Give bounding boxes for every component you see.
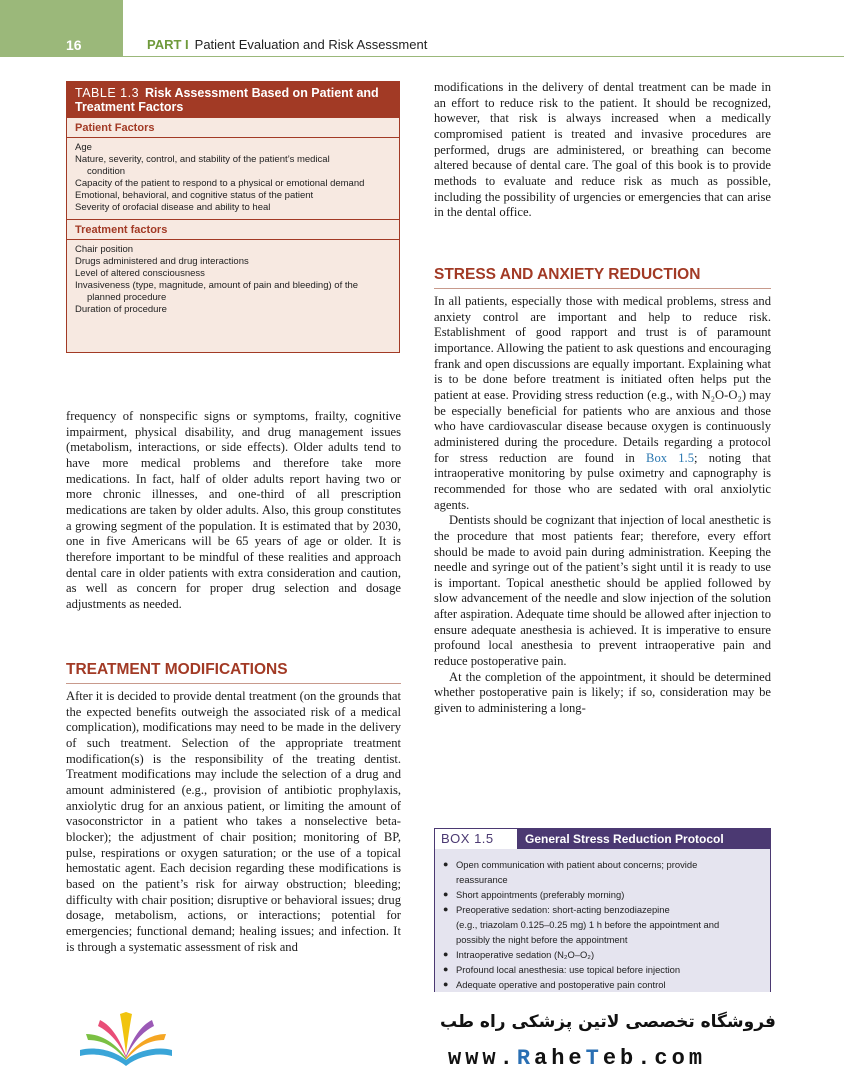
bullet-icon: ● [443,964,449,974]
table-row: Chair position [75,244,134,255]
box-1-5 [434,828,771,993]
part-title: Patient Evaluation and Risk Assessment [194,37,428,52]
book-logo-icon [76,1010,176,1068]
body-paragraph: frequency of nonspecific signs or symptoms, frailty, cognitive impairment, physical disability, and drug management issues (metabolism, interactions, or side effects). Older adults tend to have more medical problems and therefore take more medications. In fact, half of older adults report having two or more chronic illnesses, and one-third of all prescription medications are taken by older adults. Also, this group constitutes a growing segment of the population. It is estimated that by 2030, one in five Americans will be 65 years of age or older. It is therefore important to be mindful of these realities and approach dental care in older patients with extra consideration and caution, as well as concern for proper drug selection and dosage adjustments as needed. [66,409,401,611]
list-item-text: (e.g., triazolam 0.125–0.25 mg) 1 h before the appointment and [456,919,720,930]
table-number: TABLE 1.3 [75,86,140,100]
shop-name: فروشگاه تخصصی لاتین پزشکی راه طب [440,1012,776,1032]
right-column-paras [434,294,771,717]
table-row: Age [75,142,92,153]
body-text: ; noting that intraoperative monitoring by pulse oximetry and capnography is recommended for those who are sedated with oral anxiolytic agents. [434,450,771,512]
list-item-text: Adequate operative and postoperative pain control [456,979,666,990]
table-section-treatment: Treatment factors [67,219,399,240]
table-row: condition [87,166,126,177]
heading-treatment-modifications: TREATMENT MODIFICATIONS [66,661,288,678]
page-number: 16 [66,37,82,53]
header-rule [123,56,844,57]
list-item [443,932,762,947]
list-item [443,902,762,917]
bullet-icon: ● [443,949,449,959]
bullet-icon: ● [443,904,449,914]
list-item-text: Open communication with patient about concerns; provide [456,859,698,870]
table-row: Invasiveness (type, magnitude, amount of pain and bleeding) of the [75,280,359,291]
list-item-text: reassurance [456,874,508,885]
body-paragraph: modifications in the delivery of dental treatment can be made in an effort to reduce risk to the patient. It should be recognized, however, that risk is always increased when a medically compromised patient is treated and invasive procedures are performed, drugs are administered, or breathing can become altered because of dental care. The goal of this book is to provide methods to evaluate and reduce risk as much as possible, including the possibility of urgencies or emergencies that can arise in the dental office. [434,80,771,220]
table-1-3 [66,81,400,353]
heading-rule [66,683,401,684]
right-column-para-1 [434,80,771,221]
box-header [435,829,770,849]
list-item [443,947,762,962]
list-item [443,917,762,932]
table-row: Drugs administered and drug interactions [75,256,249,267]
box-list [435,849,770,992]
body-paragraph: At the completion of the appointment, it should be determined whether postoperative pain is likely; if so, consideration may be given to administering a long- [434,669,771,716]
list-item [443,962,762,977]
url-part: eb.com [602,1046,707,1071]
list-item-text: Preoperative sedation: short-acting benzodiazepine [456,904,670,915]
table-header [67,82,399,118]
url-part: ahe [534,1046,586,1071]
table-row: Severity of orofacial disease and ability to heal [75,202,271,213]
table-row: Level of altered consciousness [75,268,205,279]
list-item [443,977,762,992]
list-item-text: Intraoperative sedation (N₂O–O₂) [456,949,595,960]
table-section-patient: Patient Factors [67,118,399,138]
list-item [443,872,762,887]
list-item [443,857,762,872]
body-paragraph [434,294,771,513]
list-item-text: Profound local anesthesia: use topical before injection [456,964,681,975]
bullet-icon: ● [443,889,449,899]
header-color-block [0,0,123,57]
heading-stress-reduction: STRESS AND ANXIETY REDUCTION [434,266,701,283]
box-1-5-link[interactable]: Box 1.5 [646,450,694,465]
table-row: Emotional, behavioral, and cognitive status of the patient [75,190,314,201]
url-part: www. [448,1046,517,1071]
list-item [443,887,762,902]
table-row: planned procedure [87,292,167,303]
body-paragraph: After it is decided to provide dental treatment (on the grounds that the expected benefits outweigh the associated risk of a medical complication), modifications may need to be made in the delivery of such treatment. Selection of the appropriate treatment modification(s) is the responsibility of the treating dentist. Treatment modifications may include the selection of a drug and amount administered (e.g., provision of antibiotic prophylaxis, anxiolytic drug for an anxious patient, or limiting the amount of vasoconstrictor in a patient who takes a nonselective beta-blocker); the adjustment of chair position; monitoring of BP, pulse, respirations or oxygen saturation; or the use of a topical hemostatic agent. Each decision regarding these modifications is based on the patient’s risk for airway obstruction; bleeding; difficulty with chair position; disruptive or behavioral issues; drug dosage, metabolism, actions, or interactions; potential for emergencies; functional demand; healing issues; and infection. It is through a systematic assessment of risk and [66,689,401,954]
bullet-icon: ● [443,859,449,869]
list-item-text: Short appointments (preferably morning) [456,889,625,900]
body-paragraph: Dentists should be cognizant that injection of local anesthetic is the procedure that most patients fear; therefore, every effort should be made to avoid pain during administration. Keeping the needle and syringe out of the patient’s sight until it is ready to use is important. Topical anesthetic should be applied followed by slow advancement of the needle and slow injection of the solution after aspiration. Adequate time should be allowed after injection to ensure adequate anesthesia is achieved. It is imperative to ensure profound local anesthesia to prevent intraoperative pain and reduce postoperative pain. [434,513,771,669]
running-header [147,37,427,52]
table-title: Risk Assessment Based on Patient and Treatment Factors [75,86,379,114]
table-row: Capacity of the patient to respond to a physical or emotional demand [75,178,365,189]
bullet-icon: ● [443,979,449,989]
left-column-para-1 [66,409,401,613]
shop-url[interactable] [448,1046,706,1071]
table-row: Nature, severity, control, and stability of the patient’s medical [75,154,330,165]
box-title: General Stress Reduction Protocol [517,829,770,849]
part-label: PART I [147,37,189,52]
body-text: In all patients, especially those with medical problems, stress and anxiety control are important and help to reduce risk. Establishment of good rapport and trust is of paramount importance. Allowing the patient to ask questions and encouraging frank and open discussions are equally important. Explaining what is to be done before treatment is initiated often helps put the patient at ease. Providing stress reduction (e.g., with N₂O-O₂) may be especially beneficial for patients who are anxious and those who have cardiovascular disease because oxygen is continuously administered during the procedure. Details regarding a protocol for stress reduction are found in [434,294,771,465]
url-part: R [516,1046,535,1071]
box-number: BOX 1.5 [435,829,517,849]
table-row: Duration of procedure [75,304,167,315]
heading-rule [434,288,771,289]
left-column-para-2 [66,689,401,955]
url-part: T [585,1046,603,1071]
list-item-text: possibly the night before the appointment [456,934,628,945]
